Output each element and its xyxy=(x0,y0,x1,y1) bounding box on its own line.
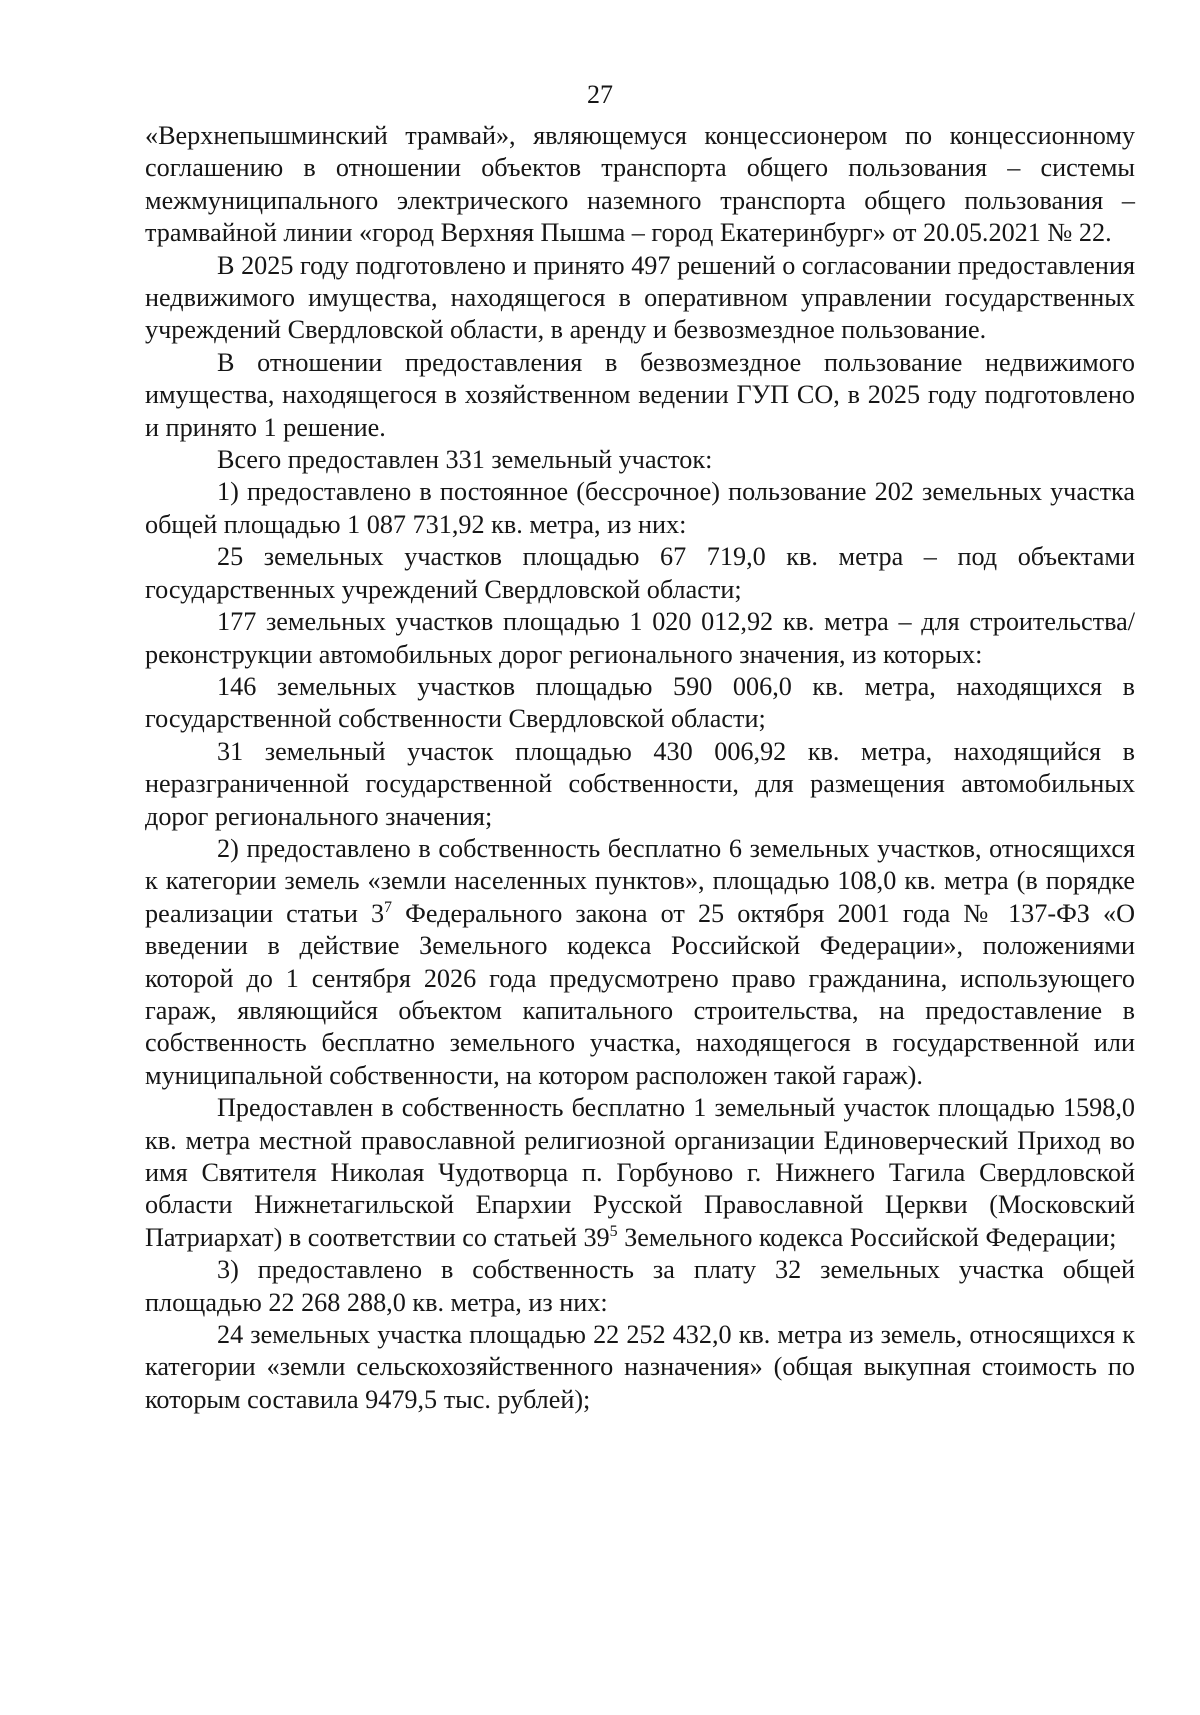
paragraph-garage-plots-part1: 2) предоставлено в собственность бесплатно 6 земельных участков, относящихся к категории земель «земли населенных пунктов», площадью 108,0 кв. метра (в порядке реализации статьи 3 xyxy=(145,833,1135,928)
paragraph-concession: «Верхнепышминский трамвай», являющемуся концессионером по концессионному соглашению в отношении объектов транспорта общего пользования – системы межмуниципального электрического наземного транспорта общего пользования – трамвайной линии «город Верхняя Пышма – город Екатеринбург» от 20.05.2021 № 22. xyxy=(145,121,1135,248)
paragraph-road-plots: 177 земельных участков площадью 1 020 012,92 кв. метра – для строительства/реконструкции автомобильных дорог регионального значения, из которых: xyxy=(145,607,1135,669)
paragraph-institutions-plots: 25 земельных участков площадью 67 719,0 кв. метра – под объектами государственных учреждений Свердловской области; xyxy=(145,542,1135,604)
superscript-5: 5 xyxy=(609,1222,618,1240)
superscript-7: 7 xyxy=(384,898,393,916)
paragraph-garage-plots-part2: Федерального закона от 25 октября 2001 года № 137-ФЗ «О введении в действие Земельного кодекса Российской Федерации», положениями которой до 1 сентября 2026 года предусмотрено право гражданина, использующего гараж, являющийся объектом капитального строительства, на предоставление в собственность бесплатно земельного участка, находящегося в государственной или муниципальной собственности, на котором расположен такой гараж). xyxy=(145,898,1136,1090)
paragraph-paid-ownership: 3) предоставлено в собственность за плату 32 земельных участка общей площадью 22 268 288,0 кв. метра, из них: xyxy=(145,1255,1135,1317)
page-number: 27 xyxy=(587,80,613,109)
paragraph-permanent-use: 1) предоставлено в постоянное (бессрочное) пользование 202 земельных участка общей площадью 1 087 731,92 кв. метра, из них: xyxy=(145,477,1135,539)
paragraph-religious-organization-part2: Земельного кодекса Российской Федерации; xyxy=(617,1222,1117,1252)
paragraph-garage-plots xyxy=(145,833,1135,1092)
paragraph-undivided-property: 31 земельный участок площадью 430 006,92 кв. метра, находящийся в неразграниченной государственной собственности, для размещения автомобильных дорог регионального значения; xyxy=(145,736,1135,831)
paragraph-religious-organization xyxy=(145,1092,1135,1254)
paragraph-gup-decision: В отношении предоставления в безвозмездное пользование недвижимого имущества, находящегося в хозяйственном ведении ГУП СО, в 2025 году подготовлено и принято 1 решение. xyxy=(145,347,1135,442)
paragraph-property-decisions: В 2025 году подготовлено и принято 497 решений о согласовании предоставления недвижимого имущества, находящегося в оперативном управлении государственных учреждений Свердловской области, в аренду и безвозмездное пользование. xyxy=(145,250,1135,345)
document-body xyxy=(145,120,1135,1416)
paragraph-regional-property: 146 земельных участков площадью 590 006,0 кв. метра, находящихся в государственной собственности Свердловской области; xyxy=(145,671,1135,734)
paragraph-agricultural-land: 24 земельных участка площадью 22 252 432,0 кв. метра из земель, относящихся к категории «земли сельскохозяйственного назначения» (общая выкупная стоимость по которым составила 9479,5 тыс. рублей); xyxy=(145,1320,1135,1414)
paragraph-religious-organization-part1: Предоставлен в собственность бесплатно 1 земельный участок площадью 1598,0 кв. метра местной православной религиозной организации Единоверческий Приход во имя Святителя Николая Чудотворца п. Горбуново г. Нижнего Тагила Свердловской области Нижнетагильской Епархии Русской Православной Церкви (Московский Патриархат) в соответствии со статьей 39 xyxy=(145,1093,1135,1252)
paragraph-land-total: Всего предоставлен 331 земельный участок: xyxy=(217,445,713,475)
